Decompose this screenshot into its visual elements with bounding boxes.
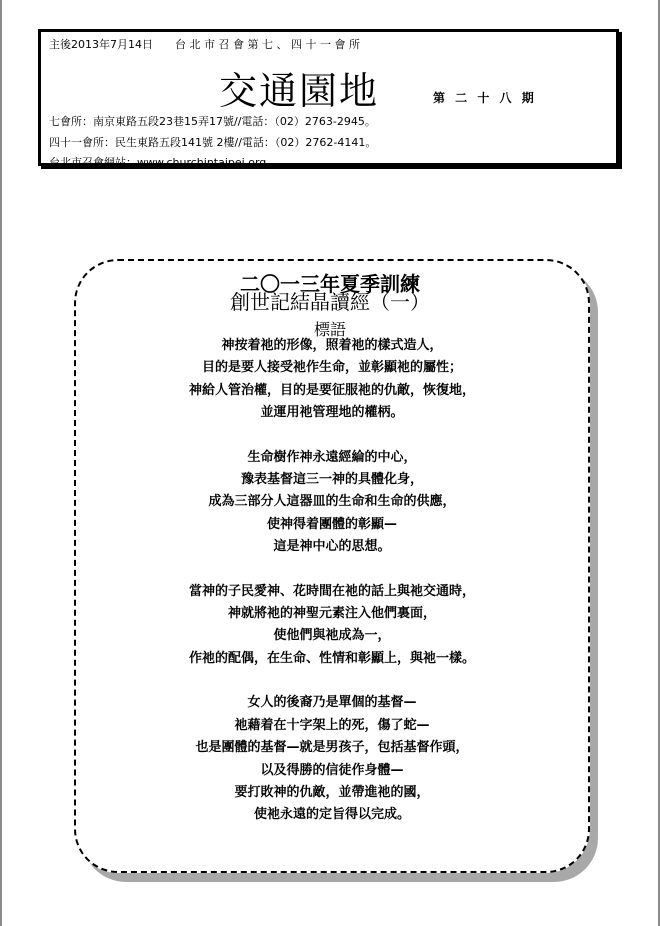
article-title-line-2: 創世記結晶讀經（一） xyxy=(230,290,430,314)
stanza-line: 成為三部分人這器皿的生命和生命的供應， xyxy=(208,494,456,510)
stanza-line: 要打敗神的仇敵，並帶進祂的國， xyxy=(234,784,430,800)
newsletter-header xyxy=(38,29,619,169)
header-church-name: 台 北 市 召 會 第 七 、 四 十 一 會 所 xyxy=(175,38,360,51)
stanza-gap xyxy=(74,559,590,581)
issue-number: 第 二 十 八 期 xyxy=(433,91,537,105)
stanza-gap xyxy=(74,670,590,692)
church-website: 台北市召會網站：www.churchintaipei.org xyxy=(49,156,267,169)
stanza-line: 使祂永遠的定旨得以完成。 xyxy=(253,807,410,823)
stanza-gap xyxy=(74,425,590,447)
stanza-line: 豫表基督這三一神的具體化身， xyxy=(240,472,423,488)
stanza-line: 作祂的配偶，在生命、性情和彰顯上，與祂一樣。 xyxy=(188,650,475,666)
stanza-line: 神給人管治權，目的是要征服祂的仇敵，恢復地， xyxy=(188,382,475,398)
stanza-1 xyxy=(74,335,590,425)
stanza-line: 使他們與祂成為一， xyxy=(273,628,391,644)
article-subtitle: 標語 xyxy=(313,320,346,339)
header-date: 主後2013年7月14日 xyxy=(49,38,153,51)
banner-text xyxy=(74,335,590,827)
stanza-line: 當神的子民愛神、花時間在祂的話上與祂交通時， xyxy=(188,583,475,599)
newsletter-title: 交通園地 xyxy=(219,69,380,113)
hall-41-address: 四十一會所：民生東路五段141號 2樓//電話：（02）2762-4141。 xyxy=(49,136,377,149)
stanza-line: 以及得勝的信徒作身體— xyxy=(260,762,404,778)
stanza-line: 神就將祂的神聖元素注入他們裏面， xyxy=(227,606,436,622)
stanza-line: 並運用祂管理地的權柄。 xyxy=(260,405,404,421)
article-title-line-1: 二〇一三年夏季訓練 xyxy=(240,272,420,296)
stanza-line: 目的是要人接受祂作生命，並彰顯祂的屬性； xyxy=(201,360,462,376)
stanza-line: 這是神中心的思想。 xyxy=(273,539,391,555)
stanza-3 xyxy=(74,581,590,671)
stanza-line: 祂藉着在十字架上的死，傷了蛇— xyxy=(234,717,430,733)
hall-7-address: 七會所：南京東路五段23巷15弄17號//電話：（02）2763-2945。 xyxy=(49,115,376,128)
stanza-line: 使神得着團體的彰顯— xyxy=(266,516,397,532)
page-edge-left xyxy=(0,0,2,926)
stanza-2 xyxy=(74,447,590,559)
stanza-4 xyxy=(74,692,590,826)
stanza-line: 也是團體的基督—就是男孩子，包括基督作頭， xyxy=(195,740,469,756)
stanza-line: 生命樹作神永遠經綸的中心， xyxy=(247,449,417,465)
header-date-line xyxy=(49,36,360,52)
stanza-line: 女人的後裔乃是單個的基督— xyxy=(247,695,417,711)
stanza-line: 神按着祂的形像，照着祂的樣式造人， xyxy=(221,338,443,353)
